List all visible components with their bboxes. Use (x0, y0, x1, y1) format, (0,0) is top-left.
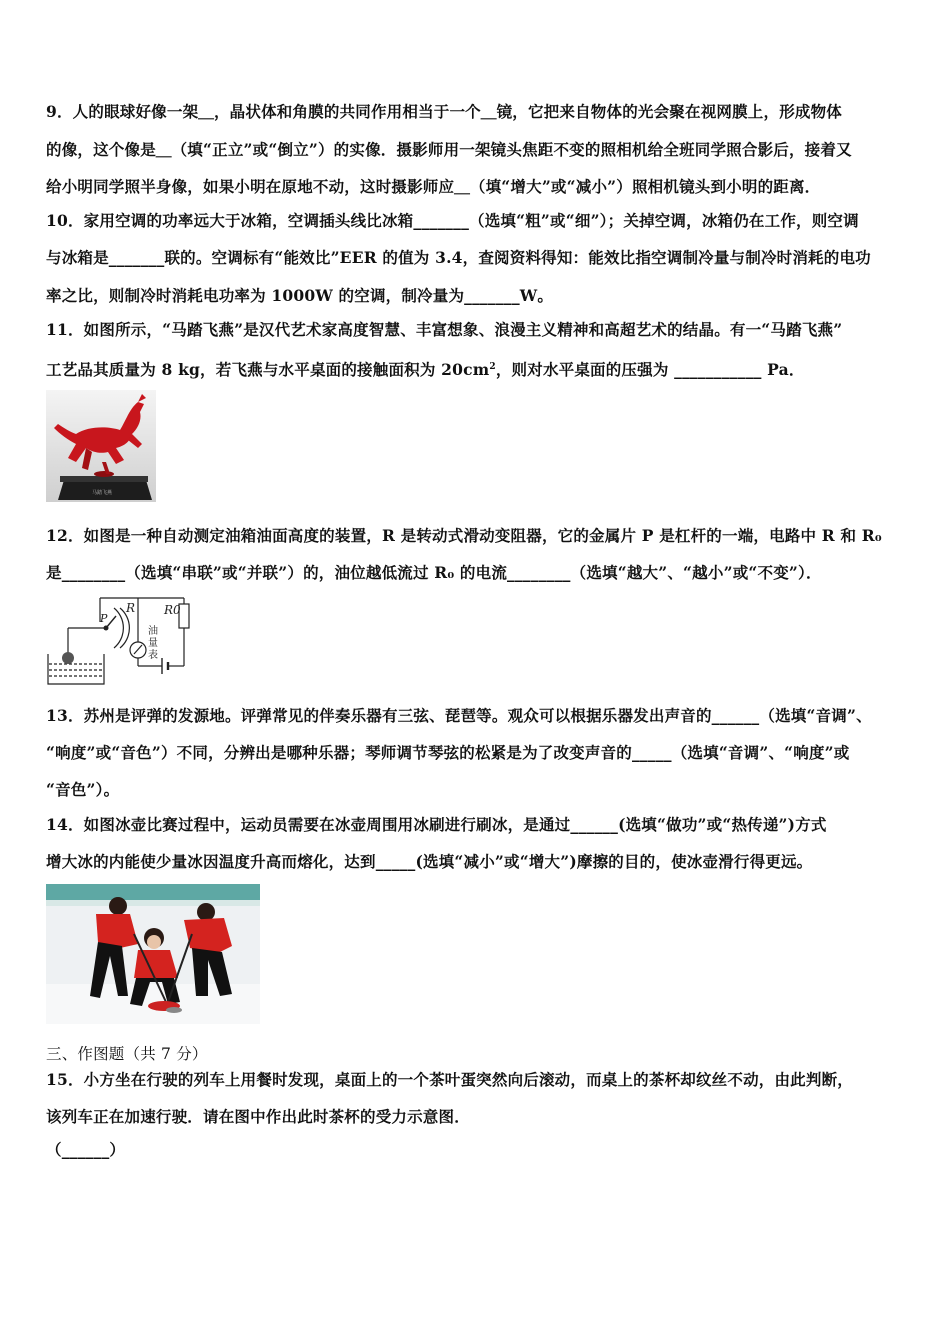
q14-line-2: 增大冰的内能使少量冰因温度升高而熔化，达到_____(选填“减小”或“增大”)摩擦的目的，使冰壶滑行得更远。 (46, 852, 813, 871)
bronze-horse-figure (46, 390, 156, 502)
label-R: R (126, 601, 136, 615)
horse-plaque-text: 马踏飞燕 (91, 490, 113, 496)
section-3-title: 三、作图题（共 7 分） (46, 1045, 208, 1063)
q11-line-2-part-b: ，则对水平桌面的压强为 ___________ Pa． (495, 360, 805, 380)
q15-line-1: 15．小方坐在行驶的列车上用餐时发现，桌面上的一个茶叶蛋突然向后滚动，而桌上的茶杯却纹丝不动，由此判断， (46, 1070, 853, 1089)
label-R0: R0 (164, 603, 181, 617)
oil-gauge-circuit-figure (44, 592, 196, 688)
q10-line-2: 与冰箱是_______联的。空调标有“能效比”EER 的值为 3.4，查阅资料得知：能效比指空调制冷量与制冷时消耗的电功 (46, 248, 871, 267)
q13-line-3: “音色”）。 (46, 780, 120, 799)
q9-line-1: 9．人的眼球好像一架＿，晶状体和角膜的共同作用相当于一个＿镜，它把来自物体的光会聚在视网膜上，形成物体 (46, 102, 842, 121)
q11-line-1: 11．如图所示，“马踏飞燕”是汉代艺术家高度智慧、丰富想象、浪漫主义精神和高超艺术的结晶。有一“马踏飞燕” (46, 320, 843, 339)
curling-image (46, 884, 260, 1024)
curling-photo-figure (46, 884, 260, 1024)
circuit-diagram (44, 592, 196, 688)
horse-image (46, 390, 156, 502)
oil-meter-label (148, 624, 161, 661)
q15-answer-blank: （______） (46, 1140, 126, 1159)
q12-line-1: 12．如图是一种自动测定油箱油面高度的装置，R 是转动式滑动变阻器，它的金属片 P 是杠杆的一端，电路中 R 和 R₀ (46, 526, 882, 545)
q10-line-1: 10．家用空调的功率远大于冰箱，空调插头线比冰箱_______（选填“粗”或“细”）；关掉空调，冰箱仍在工作，则空调 (46, 211, 859, 230)
q15-line-2: 该列车正在加速行驶．请在图中作出此时茶杯的受力示意图． (46, 1107, 470, 1126)
q12-line-2: 是________（选填“串联”或“并联”）的，油位越低流过 R₀ 的电流________（选填“越大”、“越小”或“不变”）． (46, 563, 822, 582)
q13-line-1: 13．苏州是评弹的发源地。评弹常见的伴奏乐器有三弦、琵琶等。观众可以根据乐器发出声音的______（选填“音调”、 (46, 706, 872, 725)
q11-line-2-part-a: 工艺品其质量为 8 kg，若飞燕与水平桌面的接触面积为 20cm (46, 360, 490, 380)
meter-char-1: 油 (148, 626, 158, 637)
q10-line-3: 率之比，则制冷时消耗电功率为 1000W 的空调，制冷量为_______W。 (46, 286, 554, 305)
q11-superscript: 2 (489, 362, 496, 372)
q14-line-1: 14．如图冰壶比赛过程中，运动员需要在冰壶周围用冰刷进行刷冰，是通过______(选填“做功”或“热传递”)方式 (46, 815, 827, 834)
q9-line-3: 给小明同学照半身像，如果小明在原地不动，这时摄影师应＿（填“增大”或“减小”）照相机镜头到小明的距离． (46, 177, 821, 196)
q11-line-2 (46, 357, 805, 380)
q13-line-2: “响度”或“音色”）不同，分辨出是哪种乐器；琴师调节琴弦的松紧是为了改变声音的_____（选填“音调”、“响度”或 (46, 743, 850, 762)
meter-char-3: 表 (148, 650, 158, 661)
q9-line-2: 的像，这个像是＿（填“正立”或“倒立”）的实像．摄影师用一架镜头焦距不变的照相机给全班同学照合影后，接着又 (46, 140, 852, 159)
meter-char-2: 量 (148, 638, 158, 649)
label-P: P (100, 612, 108, 625)
